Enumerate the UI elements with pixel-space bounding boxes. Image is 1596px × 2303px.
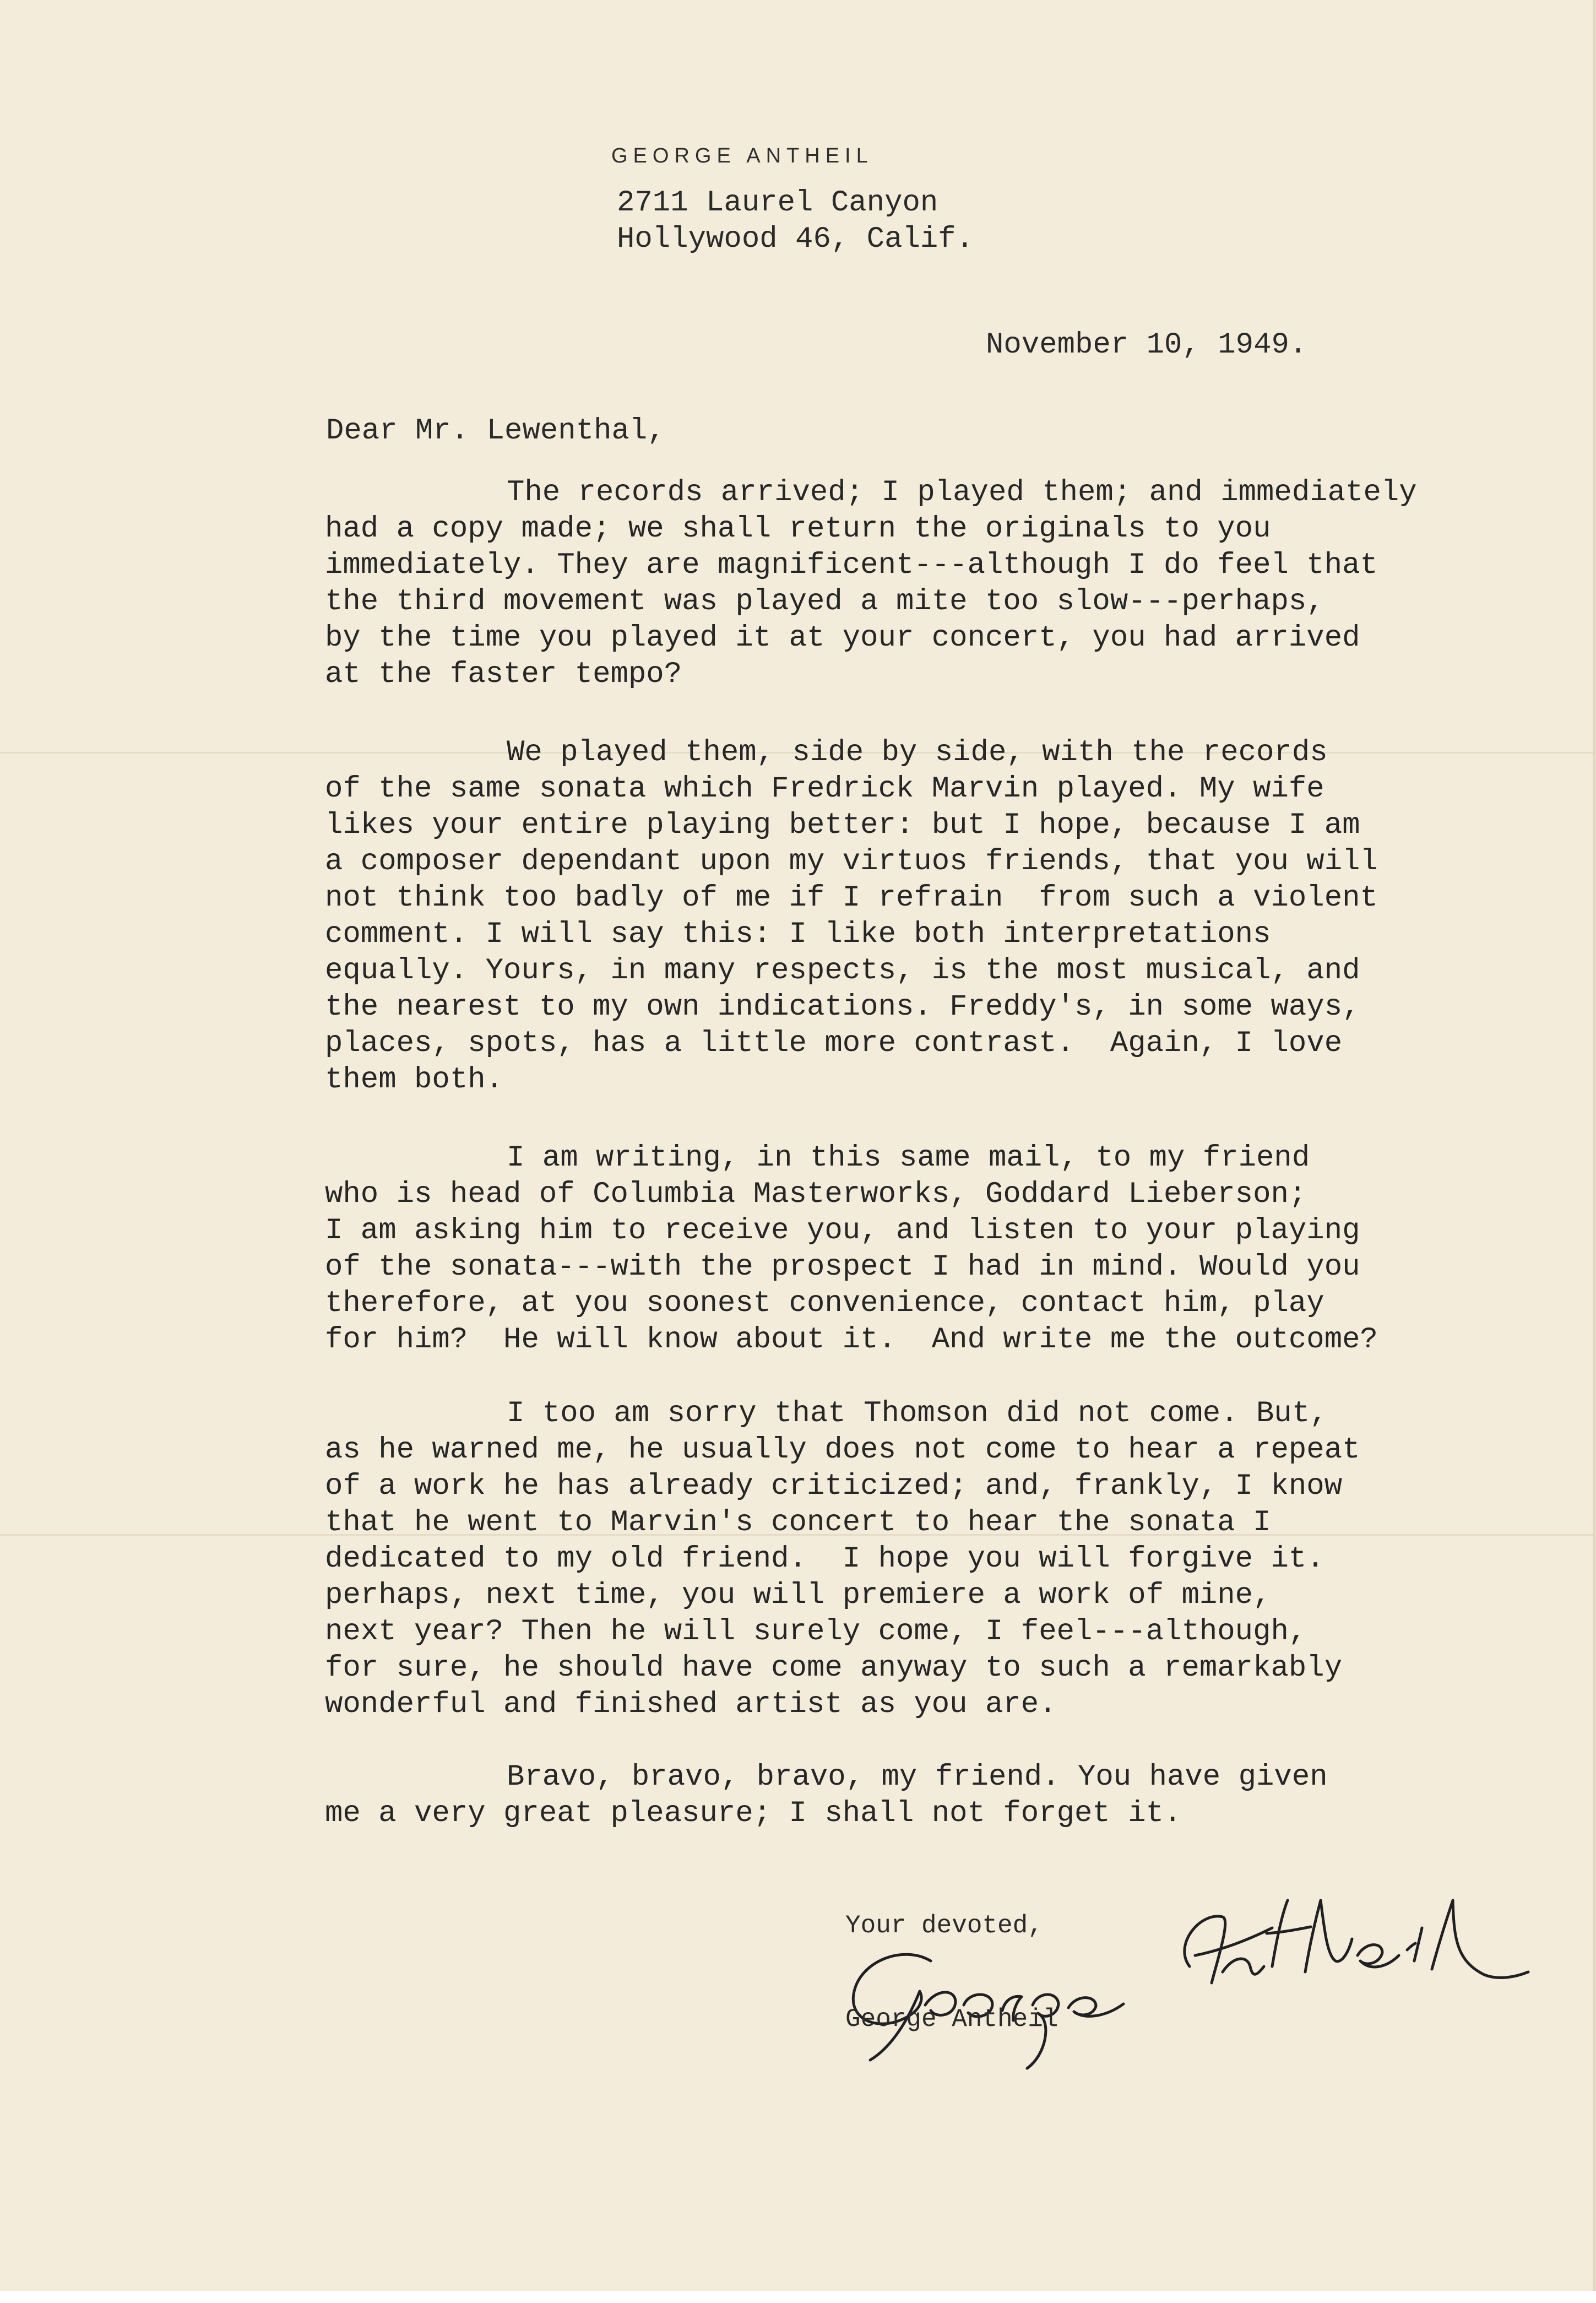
letter-date: November 10, 1949.	[986, 328, 1307, 362]
body-line: next year? Then he will surely come, I feel---although,	[325, 1615, 1307, 1649]
letterhead-address-line2: Hollywood 46, Calif.	[617, 223, 974, 256]
body-line: me a very great pleasure; I shall not forget it.	[325, 1797, 1182, 1830]
body-line: at the faster tempo?	[325, 658, 682, 691]
body-line: had a copy made; we shall return the originals to you	[325, 512, 1271, 546]
body-line: of the sonata---with the prospect I had in mind. Would you	[325, 1250, 1360, 1284]
body-line: of the same sonata which Fredrick Marvin played. My wife	[325, 772, 1324, 806]
body-line: perhaps, next time, you will premiere a work of mine,	[325, 1579, 1271, 1612]
body-line: equally. Yours, in many respects, is the most musical, and	[325, 954, 1360, 988]
body-line: The records arrived; I played them; and immediately	[507, 476, 1417, 510]
body-line: for sure, he should have come anyway to such a remarkably	[325, 1651, 1343, 1685]
body-line: likes your entire playing better: but I hope, because I am	[325, 809, 1360, 842]
letterhead-name: GEORGE ANTHEIL	[611, 144, 873, 167]
body-line: I am asking him to receive you, and listen to your playing	[325, 1214, 1360, 1248]
scan-margin	[0, 2291, 1596, 2303]
body-line: wonderful and finished artist as you are.	[325, 1688, 1057, 1721]
body-line: them both.	[325, 1063, 504, 1097]
valediction: Your devoted,	[845, 1911, 1043, 1940]
body-line: as he warned me, he usually does not come to hear a repeat	[325, 1433, 1360, 1467]
body-line: therefore, at you soonest convenience, contact him, play	[325, 1287, 1324, 1320]
body-line: by the time you played it at your concert, you had arrived	[325, 621, 1360, 655]
body-line: I am writing, in this same mail, to my friend	[507, 1141, 1310, 1175]
body-line: the third movement was played a mite too slow---perhaps,	[325, 585, 1324, 619]
handwritten-signature	[837, 1878, 1553, 2077]
body-line: comment. I will say this: I like both interpretations	[325, 918, 1271, 951]
paper-edge	[1593, 0, 1596, 2303]
body-line: We played them, side by side, with the records	[507, 736, 1328, 770]
body-line: the nearest to my own indications. Freddy's, in some ways,	[325, 990, 1360, 1024]
body-line: who is head of Columbia Masterworks, Goddard Lieberson;	[325, 1178, 1307, 1211]
letterhead-address-line1: 2711 Laurel Canyon	[617, 186, 938, 220]
body-line: of a work he has already criticized; and, frankly, I know	[325, 1470, 1343, 1503]
body-line: immediately. They are magnificent---although I do feel that	[325, 549, 1378, 582]
body-line: Bravo, bravo, bravo, my friend. You have given	[507, 1760, 1328, 1794]
body-line: a composer dependant upon my virtuos friends, that you will	[325, 845, 1378, 879]
body-line: dedicated to my old friend. I hope you will forgive it.	[325, 1542, 1324, 1576]
body-line: not think too badly of me if I refrain from such a violent	[325, 881, 1378, 915]
body-line: for him? He will know about it. And write me the outcome?	[325, 1323, 1378, 1357]
typed-signature-name: George Antheil	[845, 2005, 1058, 2034]
body-line: that he went to Marvin's concert to hear the sonata I	[325, 1506, 1271, 1540]
body-line: places, spots, has a little more contrast. Again, I love	[325, 1027, 1343, 1060]
body-line: I too am sorry that Thomson did not come. But,	[507, 1397, 1328, 1430]
salutation: Dear Mr. Lewenthal,	[326, 414, 665, 448]
